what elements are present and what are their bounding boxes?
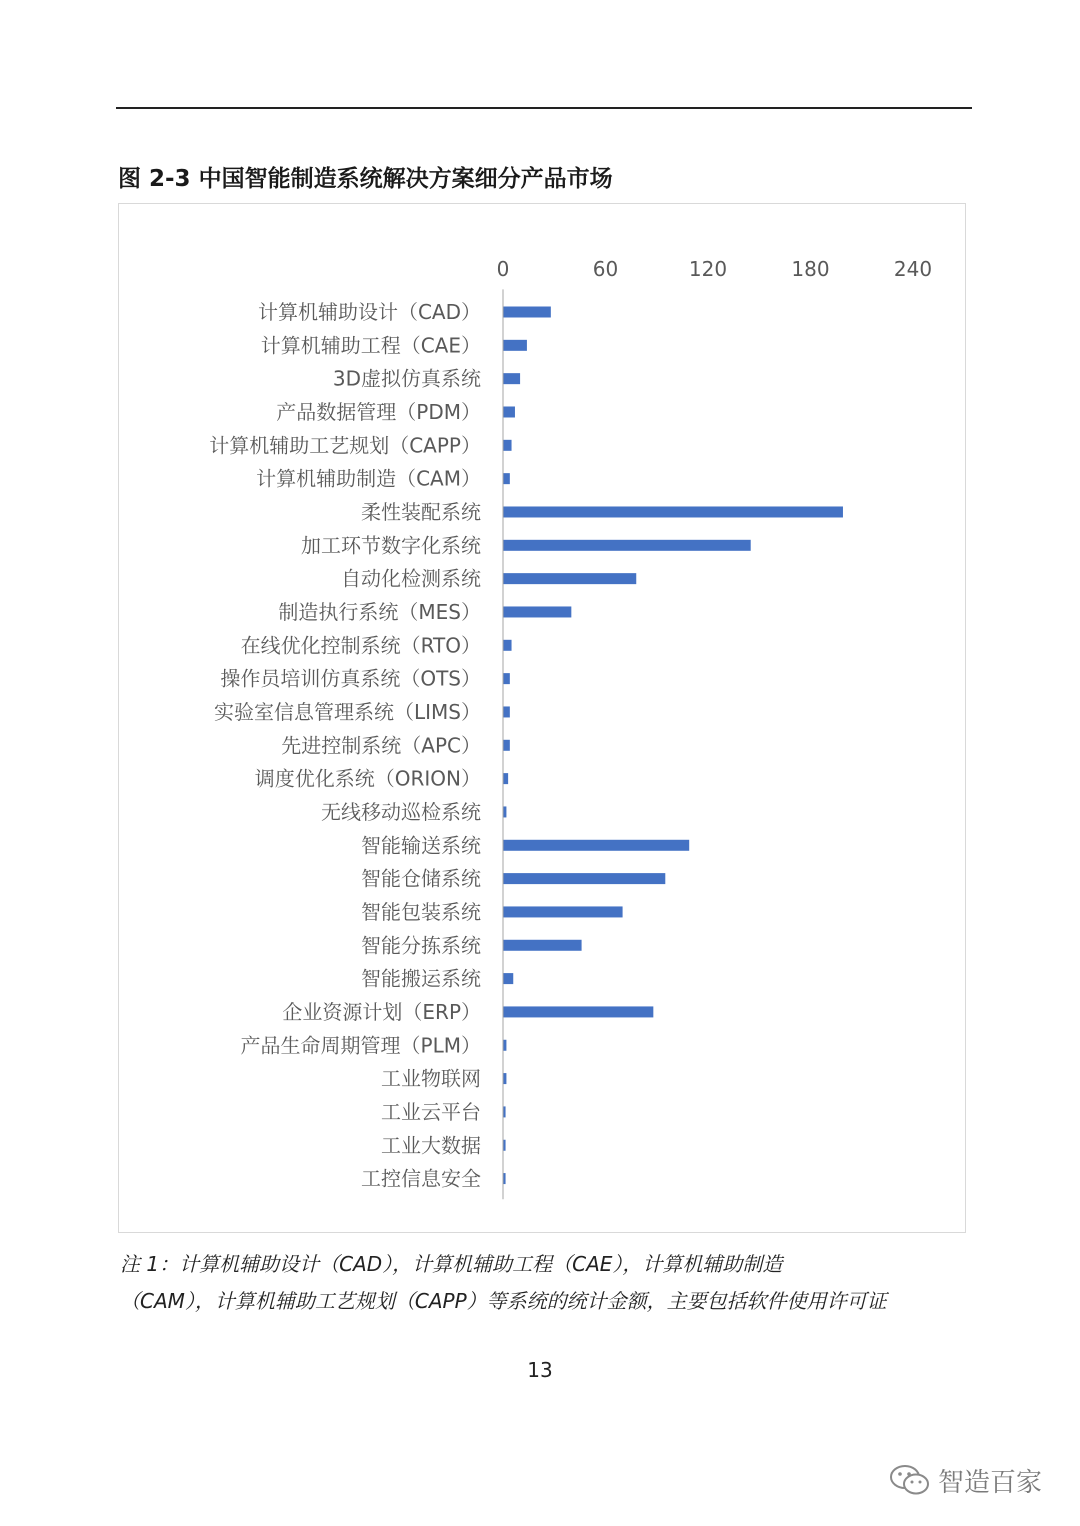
bar <box>503 840 689 851</box>
bar <box>503 873 665 884</box>
bar <box>503 1040 506 1051</box>
bar <box>503 540 751 551</box>
category-label: 企业资源计划（ERP） <box>282 999 481 1024</box>
category-label: 工控信息安全 <box>361 1166 481 1191</box>
x-tick-label: 240 <box>893 257 933 281</box>
category-label: 实验室信息管理系统（LIMS） <box>214 699 481 724</box>
header-rule <box>116 107 972 109</box>
bar <box>503 573 636 584</box>
category-label: 工业云平台 <box>381 1099 481 1124</box>
x-tick-label: 120 <box>688 257 728 281</box>
bar <box>503 640 512 651</box>
note-line-1: 注 1：计算机辅助设计（CAD），计算机辅助工程（CAE），计算机辅助制造 <box>120 1252 783 1276</box>
category-label: 制造执行系统（MES） <box>278 599 481 624</box>
category-label: 调度优化系统（ORION） <box>254 766 481 791</box>
x-axis-ticks <box>497 257 932 281</box>
category-label: 加工环节数字化系统 <box>301 533 481 558</box>
bar <box>503 373 520 384</box>
watermark-text: 智造百家 <box>938 1467 1043 1498</box>
figure-note <box>120 1246 980 1320</box>
chart-frame <box>118 203 966 1233</box>
category-label: 无线移动巡检系统 <box>321 799 481 824</box>
bar <box>503 906 623 917</box>
bar <box>503 340 527 351</box>
bar <box>503 773 508 784</box>
bar <box>503 473 510 484</box>
category-label: 计算机辅助工程（CAE） <box>260 333 481 358</box>
category-label: 工业物联网 <box>381 1066 481 1091</box>
category-label: 先进控制系统（APC） <box>281 733 481 758</box>
y-axis-labels <box>209 300 481 1191</box>
bar <box>503 1006 653 1017</box>
category-label: 智能包装系统 <box>361 899 481 924</box>
category-label: 工业大数据 <box>381 1133 481 1158</box>
category-label: 在线优化控制系统（RTO） <box>240 633 481 658</box>
bar-chart <box>119 204 965 1232</box>
category-label: 智能分拣系统 <box>361 933 481 958</box>
bar <box>503 706 510 717</box>
category-label: 操作员培训仿真系统（OTS） <box>220 666 481 691</box>
category-label: 产品生命周期管理（PLM） <box>240 1033 481 1058</box>
bar <box>503 440 512 451</box>
bar <box>503 806 506 817</box>
category-label: 计算机辅助制造（CAM） <box>256 466 481 491</box>
bar <box>503 673 510 684</box>
category-label: 3D虚拟仿真系统 <box>332 366 481 391</box>
category-label: 智能仓储系统 <box>361 866 481 891</box>
watermark <box>888 1460 1042 1500</box>
bar <box>503 940 582 951</box>
note-line-2: （CAM），计算机辅助工艺规划（CAPP）等系统的统计金额，主要包括软件使用许可证 <box>120 1289 887 1313</box>
category-label: 计算机辅助设计（CAD） <box>257 300 481 324</box>
category-label: 产品数据管理（PDM） <box>276 399 481 424</box>
bar <box>503 740 510 751</box>
x-tick-label: 0 <box>496 257 510 281</box>
bar <box>503 506 843 517</box>
bar <box>503 606 571 617</box>
x-tick-label: 60 <box>592 257 619 281</box>
category-label: 自动化检测系统 <box>341 566 481 591</box>
category-label: 计算机辅助工艺规划（CAPP） <box>209 433 481 458</box>
bar <box>503 307 551 318</box>
category-label: 智能搬运系统 <box>361 966 481 991</box>
bars <box>503 307 843 1185</box>
bar <box>503 973 513 984</box>
category-label: 智能输送系统 <box>361 833 481 858</box>
figure-title: 图 2-3 中国智能制造系统解决方案细分产品市场 <box>118 166 613 192</box>
page-number: 13 <box>527 1358 553 1382</box>
bar <box>503 406 515 417</box>
wechat-icon <box>888 1463 932 1497</box>
bar <box>503 1073 506 1084</box>
x-tick-label: 180 <box>791 257 830 281</box>
category-label: 柔性装配系统 <box>361 499 481 524</box>
